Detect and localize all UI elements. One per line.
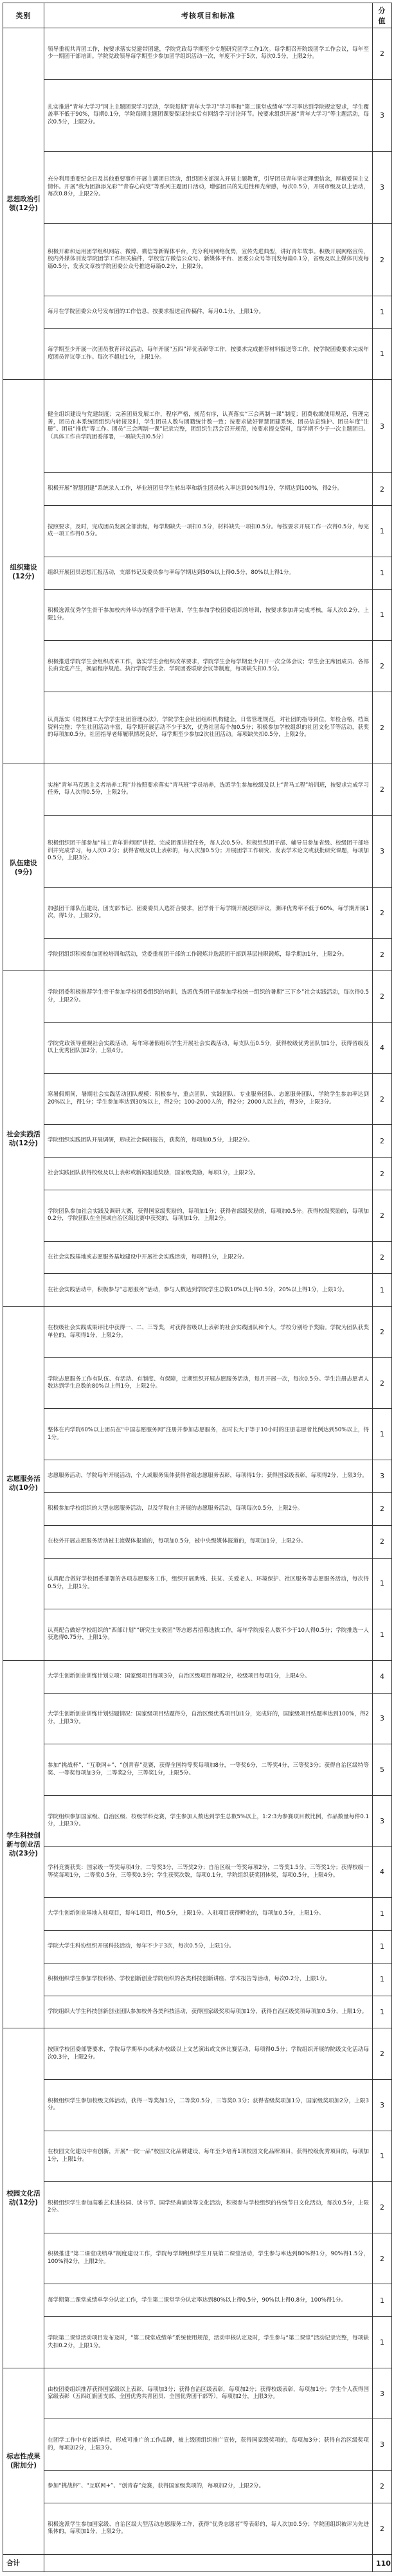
- points-cell: 3: [373, 815, 392, 887]
- table-row: [3, 1190, 392, 1241]
- points-cell: 2: [373, 938, 392, 971]
- points-cell: 1: [373, 506, 392, 557]
- table-row: [3, 1307, 392, 1358]
- table-row: [3, 2028, 392, 2080]
- points-cell: 3: [373, 380, 392, 473]
- table-row: [3, 1460, 392, 1493]
- points-cell: 2: [373, 473, 392, 506]
- table-row: [3, 1609, 392, 1661]
- table-row: [3, 641, 392, 692]
- table-row: [3, 815, 392, 887]
- criteria-cell: 由校团委组织推荐获得国家级以上表彰，每项加3分；获得自治区级表彰，每项加2分；获得校级表彰，每项加1分；学生个人获得国家级表彰（五四红旗团支部、全国优秀共青团员、全国优秀团干部等），每项加2分，上限3分。: [44, 2368, 373, 2419]
- points-cell: 2: [373, 1525, 392, 1558]
- table-row: [3, 1525, 392, 1558]
- criteria-cell: 健全组织建设与党建制度；完善团员发展工作，程序严格，规范有序，认真落实“三会两制一课”制度；团费收缴使用规范，管理完善，团员在本系统团组织内转接及时，学生团员人数与团籍统计数一致；按要求做好智慧团建系统、团员信息维护、团员年度“注册”、团员“推优”等工作。团员“三会两制一课”记录完整，团组织生活会召开规范，按要求提交资料，每学期不少于一次主题团日。（具体工作由学院团委部署，一项缺失扣0.5分）: [44, 380, 373, 473]
- points-cell: 3: [373, 2368, 392, 2419]
- criteria-cell: 积极选派优秀学生骨干参加校内外举办的团学骨干培训，学生参加学校团委组织的培训，按要求参加并完成考核，每人次0.2分，上限1分。: [44, 589, 373, 641]
- table-row: [3, 692, 392, 764]
- points-cell: 2: [373, 1307, 392, 1358]
- criteria-cell: 在团学工作中有创新举措，形成可推广的工作品牌，被上级团组织推广宣传，获得国家级奖项的，每项加3分；获得自治区级奖项的，每项加2分，上限3分。: [44, 2419, 373, 2471]
- category-cell: 校园文化活动(12分): [3, 2028, 44, 2368]
- points-cell: 2: [373, 2182, 392, 2233]
- criteria-cell: 学院团委积极推荐学生骨干参加学校团委组织的培训，选派优秀团干部参加学校统一组织的暑期“三下乡”社会实践活动，每次得0.5分，上限2分。: [44, 971, 373, 1023]
- table-row: [3, 1023, 392, 1074]
- table-row: [3, 1996, 392, 2028]
- criteria-cell: 领导重视共青团工作，按要求落实党建带团建，学院党政每学期至少专题研究团学工作1次。每学期召开院级团学工作会议，每年至少一期团干部培训。学院党政领导每学期至少参加团学组织活动一次，年度不少于5次，每次0.5分，上限2分。: [44, 28, 373, 80]
- criteria-cell: 参加“挑战杯”、“互联网+”、“创青春”竞赛，获得全国特等奖每项加8分，一等奖6分，二等奖4分，三等奖3分；获得自治区级特等奖、一等奖每项加3分，二等奖2分，三等奖1分，上限5分。: [44, 1744, 373, 1796]
- criteria-cell: 每学期第二课堂成绩单学分认定工作，学生第二课堂学分认定率达到80%以上得0.5分，90%以上得0.8分，100%得1分。: [44, 2284, 373, 2317]
- points-cell: 1: [373, 589, 392, 641]
- criteria-cell: 参加“挑战杯”、“互联网+”、“创青春”竞赛，获得国家级奖项的，每项加2分，上限2分。: [44, 2471, 373, 2503]
- criteria-cell: 学院组织大学生科技创新创业团队参加校外各类科技活动，获得国家级奖项每项加1分，获得自治区级奖项每项加0.5分，上限1分。: [44, 1996, 373, 2028]
- points-cell: 5: [373, 1744, 392, 1796]
- criteria-cell: 学院团组织积极参加团校培训和活动，党委重视团干部的工作锻炼并选派团干部到基层挂职锻炼，每学期加1分，上限2分。: [44, 938, 373, 971]
- points-cell: 2: [373, 2233, 392, 2284]
- criteria-cell: 扎实推进“青年大学习”网上主题团课学习活动，学院每期“青年大学习”学习率和“第二课堂成绩单”学习率达到学院规定要求，学生覆盖率不低于90%，每期0.1分，学院每期主题团课要保证结束后有网络学习讨论环节。按要求组织开展“青年大学习”等主题活动，每次0.5分，上限2分。: [44, 79, 373, 151]
- criteria-cell: 学院组织实践团队开展调研，形成社会调研报告，获奖的，每项加0.5分，上限2分。: [44, 1125, 373, 1158]
- criteria-cell: 积极开辟和运用团学组织网站、微博、微信等新媒体平台，充分利用网络优势，宣传先进典型，讲好青年故事。积极开展网络宣传，校内外媒体刊发学院团学工作相关稿件，学校官方微信公众号、新媒体平台、团委公众号等刊发每篇0.1分，省级及以上媒体刊发每篇0.5分，发表文章按学院团委公众号推送每篇0.2分，上限2分。: [44, 224, 373, 296]
- points-cell: 2: [373, 1241, 392, 1274]
- header-category: 类别: [3, 3, 44, 28]
- category-cell: 组织建设(12分): [3, 380, 44, 764]
- points-cell: 2: [373, 764, 392, 816]
- table-row: [3, 1357, 392, 1409]
- criteria-cell: 学院党政领导重视社会实践活动，每年寒暑假组织学生开展社会实践活动，每支队伍0.5分，获得校级优秀团队加1分，获得省级及以上优秀团队加2分，上限4分。: [44, 1023, 373, 1074]
- points-cell: 3: [373, 1460, 392, 1493]
- header-score: 分值: [373, 3, 392, 28]
- table-row: [3, 1847, 392, 1898]
- table-row: [3, 2471, 392, 2503]
- table-row: [3, 1073, 392, 1125]
- criteria-cell: 在社会实践活动中，积极参与“志愿服务”活动，参与人数达到学院学生总数10%以上得0.5分，20%以上得1分，上限1分。: [44, 1274, 373, 1307]
- table-row: [3, 1274, 392, 1307]
- criteria-cell: 积极组织学生参加高雅艺术进校园、读书节、国学经典诵读等文化活动，积极参与学校组织的传统节日文化活动，每次0.5分，上限2分。: [44, 2182, 373, 2233]
- points-cell: 4: [373, 1660, 392, 1693]
- table-body: [3, 28, 392, 2572]
- table-row: [3, 1930, 392, 1963]
- table-row: [3, 888, 392, 939]
- criteria-cell: 按照要求，及时，完成团员发展全部流程，每学期缺失一项扣0.5分，材料缺失一项扣0.5分。每按要求开展工作一次得0.5分，每完成一项工作得0.5分。: [44, 506, 373, 557]
- criteria-cell: 大学生创新创业基地入驻项目，每年1项目，得0.5分，上限1分。入驻项目获得孵化的，每项加0.5分，上限1分。: [44, 1898, 373, 1931]
- points-cell: 2: [373, 2503, 392, 2554]
- table-row: [3, 296, 392, 328]
- points-cell: 2: [373, 1073, 392, 1125]
- table-row: [3, 2368, 392, 2419]
- table-row: [3, 28, 392, 80]
- points-cell: 1: [373, 2131, 392, 2182]
- criteria-cell: 学院大学生科协组织开展科技活动，每年不少于3次，每次0.5分，上限1分。: [44, 1930, 373, 1963]
- criteria-cell: 大学生创新创业训练计划立项：国家级项目每项3分，自治区级项目每项2分，校级项目每项1分，上限4分。: [44, 1660, 373, 1693]
- points-cell: 3: [373, 2079, 392, 2131]
- table-row: [3, 1409, 392, 1460]
- criteria-cell: 充分利用重要纪念日及其他重要事件开展主题团日活动，组织团支部深入开展主题教育，引导团员青年坚定理想信念，厚植爱国主义情怀。开展“我为团旗添光彩”“青春心向党”等系列主题团日活动，增强团员的先进性和光荣感，每次0.5分，开展市级及以上活动，每次0.8分，上限2分。: [44, 151, 373, 223]
- criteria-cell: 积极推进学院学生会组织改革工作，落实学生会组织改革要求，学院学生会每学期至少召开一次全体会议；学生会主席团成员、各部长由竞选产生，换届程序规范。执行学院学生会、学院团委联席会议等制度，每项缺失扣0.5分。: [44, 641, 373, 692]
- criteria-cell: 认真配合做好学校团委部署的各项志愿服务工作，组织开展助残、扶贫、关爱老人、环境保护、社区服务等志愿服务活动，每次得0.5分，上限1分。: [44, 1558, 373, 1609]
- table-row: [3, 2317, 392, 2368]
- table-row: [3, 764, 392, 816]
- table-row: [3, 2079, 392, 2131]
- criteria-cell: 在校外开展志愿服务活动被主流媒体报道的，每项加0.5分，被中央级媒体报道的，每项加1分，上限2分。: [44, 1525, 373, 1558]
- points-cell: 1: [373, 296, 392, 328]
- points-cell: 1: [373, 2284, 392, 2317]
- criteria-cell: 学科竞赛获奖：国家级一等奖每项4分，二等奖3分，三等奖2分；自治区级一等奖每项2分，二等奖1.5分，三等奖1分；获得校级一等奖每项1分，二等奖0.5分，三等奖0.3分；学生获奖次数，每项0.1分，学院组织获奖团体奖，每项0.5分，上限4分。: [44, 1847, 373, 1898]
- points-cell: 1: [373, 557, 392, 589]
- points-cell: 2: [373, 641, 392, 692]
- table-row: [3, 1963, 392, 1996]
- table-row: [3, 1898, 392, 1931]
- points-cell: 2: [373, 971, 392, 1023]
- points-cell: 1: [373, 1409, 392, 1460]
- table-row: [3, 328, 392, 380]
- points-cell: 1: [373, 328, 392, 380]
- criteria-cell: 加强团干部队伍建设，团支部书记、团委委员人选符合要求，团学骨干每学期开展述职评议，测评优秀率不低于60%，每学期开展1次，得1分，上限2分。: [44, 888, 373, 939]
- table-row: [3, 2419, 392, 2471]
- table-row: [3, 2182, 392, 2233]
- header-items: 考核项目和标准: [44, 3, 373, 28]
- table-row: [3, 506, 392, 557]
- assessment-table: [3, 3, 392, 2572]
- points-cell: 1: [373, 1898, 392, 1931]
- points-cell: 4: [373, 1023, 392, 1074]
- criteria-cell: 积极组织学生参加学校科协、学校创新创业学院组织的各类科技创新讲座、学术报告等活动，每次0.2分，上限1分。: [44, 1963, 373, 1996]
- points-cell: 2: [373, 2471, 392, 2503]
- points-cell: 2: [373, 1190, 392, 1241]
- points-cell: 3: [373, 1795, 392, 1847]
- table-row: [3, 224, 392, 296]
- category-cell: 队伍建设(9分): [3, 764, 44, 971]
- table-row: [3, 380, 392, 473]
- table-row: [3, 1660, 392, 1693]
- table-row: [3, 1795, 392, 1847]
- table-row: [3, 1744, 392, 1796]
- points-cell: 1: [373, 1609, 392, 1661]
- points-cell: 3: [373, 1693, 392, 1744]
- criteria-cell: 在校级社会实践成果评比中获得一、二、三等奖，对获得省级以上表彰的社会实践团队和个人，学校分别给予奖励。学院为团队获奖单位的，每项得1分，上限2分。: [44, 1307, 373, 1358]
- table-row: [3, 971, 392, 1023]
- points-cell: 3: [373, 151, 392, 223]
- total-row: [3, 2555, 392, 2572]
- points-cell: 3: [373, 2419, 392, 2471]
- criteria-cell: 整体在内学院60%以上团员在“中国志愿服务网”注册并参加志愿服务，在时长大于等于10小时的注册志愿者比例达到50%以上，得1分。: [44, 1409, 373, 1460]
- criteria-cell: 积极选派学生参加国家级、自治区级大型活动志愿服务工作，获得“优秀志愿者”等表彰的，每人次加0.5分；学院团组织被评为先进集体的，每项加1分，上限2分。: [44, 2503, 373, 2554]
- total-points: 110: [373, 2555, 392, 2572]
- criteria-cell: 积极参加学校组织的大型志愿服务活动，以及学院自主开展的志愿服务活动，每项每次0.5分，上限2分。: [44, 1492, 373, 1525]
- criteria-cell: 在社会实践基地或志愿服务基地建设中开展社会实践活动，每项得1分，上限2分。: [44, 1241, 373, 1274]
- criteria-cell: 每学期至少开展一次团员教育评议活动，每年开展“五四”评优表彰等工作，按要求完成推荐材料报送等工作，按学院团委要求完成年度团员评议等工作。每次不超过1分，上限1分。: [44, 328, 373, 380]
- table-row: [3, 151, 392, 223]
- table-row: [3, 79, 392, 151]
- criteria-cell: 积极开展“智慧团建”系统录入工作，毕业班团员学生转出率和新生团员转入率达到90%得1分，学期达到100%，得2分。: [44, 473, 373, 506]
- criteria-cell: 认真落实《桂林理工大学学生社团管理办法》，学院学生会社团组织机构健全，日常管理规范，对社团的指导到位，年检合格，档案资料完整；学生社团活动丰富，每学期开展活动不少于3次，优秀社团每个加0.5分；积极参加学校组织的社团文化节等活动，获奖的每项加0.5分。社团指导老师履职情况良好，每学期至少参加2次社团活动。每项缺失扣0.5分，上限2分。: [44, 692, 373, 764]
- total-empty-cell: [44, 2555, 373, 2572]
- total-label: 合计: [3, 2555, 44, 2572]
- category-cell: 志愿服务活动(10分): [3, 1307, 44, 1661]
- table-row: [3, 1158, 392, 1190]
- table-row: [3, 2284, 392, 2317]
- category-cell: 社会实践活动(12分): [3, 971, 44, 1307]
- points-cell: 2: [373, 1158, 392, 1190]
- category-cell: 学生科技创新与创业活动(23分): [3, 1660, 44, 2028]
- points-cell: 2: [373, 224, 392, 296]
- points-cell: 2: [373, 1125, 392, 1158]
- criteria-cell: 志愿服务活动，学院每年开展活动，个人或服务集体获得省级志愿服务表彰，每项得1分；获得国家级表彰，每项得2分，上限3分。: [44, 1460, 373, 1493]
- criteria-cell: 每月在学院团委公众号发布团的工作信息，按要求报送宣传稿件，每月0.1分，上限1分。: [44, 296, 373, 328]
- category-cell: 标志性成果(附加分): [3, 2368, 44, 2554]
- criteria-cell: 社会实践团队获得校级及以上表彰或新闻报道奖励，国家级奖励，每项1分，上限2分。: [44, 1158, 373, 1190]
- points-cell: 2: [373, 888, 392, 939]
- table-row: [3, 938, 392, 971]
- table-row: [3, 1125, 392, 1158]
- table-row: [3, 1492, 392, 1525]
- table-row: [3, 589, 392, 641]
- criteria-cell: 寒暑假期间，暑期社会实践活动团队规模：积极参与，重点团队、实践团队、专业服务团队、志愿服务团队，学院学生参加率达到20%以上，得1分；学生参加率达到30%以上，得2分；100-2000人的，得2分；2000人以上的，得3分，上限3分。: [44, 1073, 373, 1125]
- points-cell: 1: [373, 1274, 392, 1307]
- criteria-cell: 学院团队参加社会实践及调研大赛，获得国家级奖励的，每项加1分；获得省部级奖励的，每项加0.5分。获得校级奖励的，每项加0.2分，学院团队在全国或自治区级比赛中获奖的，每项加1分，上限2分。: [44, 1190, 373, 1241]
- category-cell: 思想政治引领(12分): [3, 28, 44, 380]
- criteria-cell: 组织开展团员思想汇报活动，支部书记及委员参与率每学期达到50%以上得0.5分，80%以上得1分。: [44, 557, 373, 589]
- points-cell: 1: [373, 1996, 392, 2028]
- points-cell: 1: [373, 2317, 392, 2368]
- criteria-cell: 在校园文化建设中有创新，开展“一院一品”校园文化品牌建设，每年至少培育1项校园文化品牌项目，获得校级优秀项目的，每项加1分，上限1分。: [44, 2131, 373, 2182]
- table-row: [3, 2503, 392, 2554]
- table-row: [3, 1558, 392, 1609]
- table-row: [3, 2131, 392, 2182]
- table-row: [3, 1693, 392, 1744]
- points-cell: 1: [373, 1930, 392, 1963]
- criteria-cell: 学院志愿服务工作有队伍、有活动、有制度、有保障，定期组织开展志愿服务活动，每月开展一次，每次0.5分。学生注册志愿者人数达到学生总数的80%以上得1分，上限2分。: [44, 1357, 373, 1409]
- points-cell: 2: [373, 692, 392, 764]
- criteria-cell: 按照学校团委部署要求，学院每学期举办或承办校级以上文艺演出或文体比赛活动，每项得0.5分；学院组织开展的院级文化活动每次0.3分，上限2分。: [44, 2028, 373, 2080]
- table-row: [3, 1241, 392, 1274]
- criteria-cell: 积极组织学生参加校级文体活动，获得一等奖加1分，二等奖0.5分，三等奖0.3分；获得省级奖项加1分，国家级奖项加2分，上限3分。: [44, 2079, 373, 2131]
- points-cell: 4: [373, 1847, 392, 1898]
- table-row: [3, 473, 392, 506]
- table-row: [3, 557, 392, 589]
- points-cell: 2: [373, 1357, 392, 1409]
- points-cell: 1: [373, 1963, 392, 1996]
- criteria-cell: 大学生创新创业训练计划结题情况：国家级项目结题得分，自治区级优秀项目加1分，完成好的，国家级项目结题率达到100%，得2分，上限3分。: [44, 1693, 373, 1744]
- criteria-cell: 积极推进“第二课堂成绩单”制度建设工作，学院每学期组织学生开展第二课堂活动，学生参与率达到80%得1分，90%得1.5分，100%得2分，上限2分。: [44, 2233, 373, 2284]
- points-cell: 3: [373, 79, 392, 151]
- criteria-cell: 实施“青年马克思主义者培养工程”并按照要求落实“青马班”学员培养，选派学生参加校级及以上“青马工程”培训班，按要求完成学习任务，每人次得0.5分，上限2分。: [44, 764, 373, 816]
- points-cell: 2: [373, 1492, 392, 1525]
- points-cell: 1: [373, 1558, 392, 1609]
- header-row: [3, 3, 392, 28]
- criteria-cell: 学院组织参加国家级、自治区级、校级学科竞赛，学生参加人数达到学生总数5%以上，1:2:3为参赛项目数比例，作品数量每件0.1分，上限3分。: [44, 1795, 373, 1847]
- points-cell: 2: [373, 28, 392, 80]
- criteria-cell: 积极组织团干部参加“桂工青年讲师团”讲授、完成团课讲授任务，每人次0.5分。积极组织团干部、辅导员参加省级、校级团干部培训并完成学习，每人次0.2分；获得省级及以上表彰的，每人次加0.5分；开展团学工作研究、发表学术论文或获批研究课题，每项加0.5分，上限3分。: [44, 815, 373, 887]
- criteria-cell: 认真配合做好学校组织的“西部计划”“研究生支教团”等志愿者招募选拔工作，每年学院报名人数不少于10人得0.5分；学院推选一人获选得0.75分，上限1分。: [44, 1609, 373, 1661]
- criteria-cell: 学院第二课堂活动项目发布及时，“第二课堂成绩单”系统使用规范，活动审核认定及时，学生参与“第二课堂”活动记录完整，每项缺失扣0.2分，上限1分。: [44, 2317, 373, 2368]
- points-cell: 2: [373, 2028, 392, 2080]
- table-row: [3, 2233, 392, 2284]
